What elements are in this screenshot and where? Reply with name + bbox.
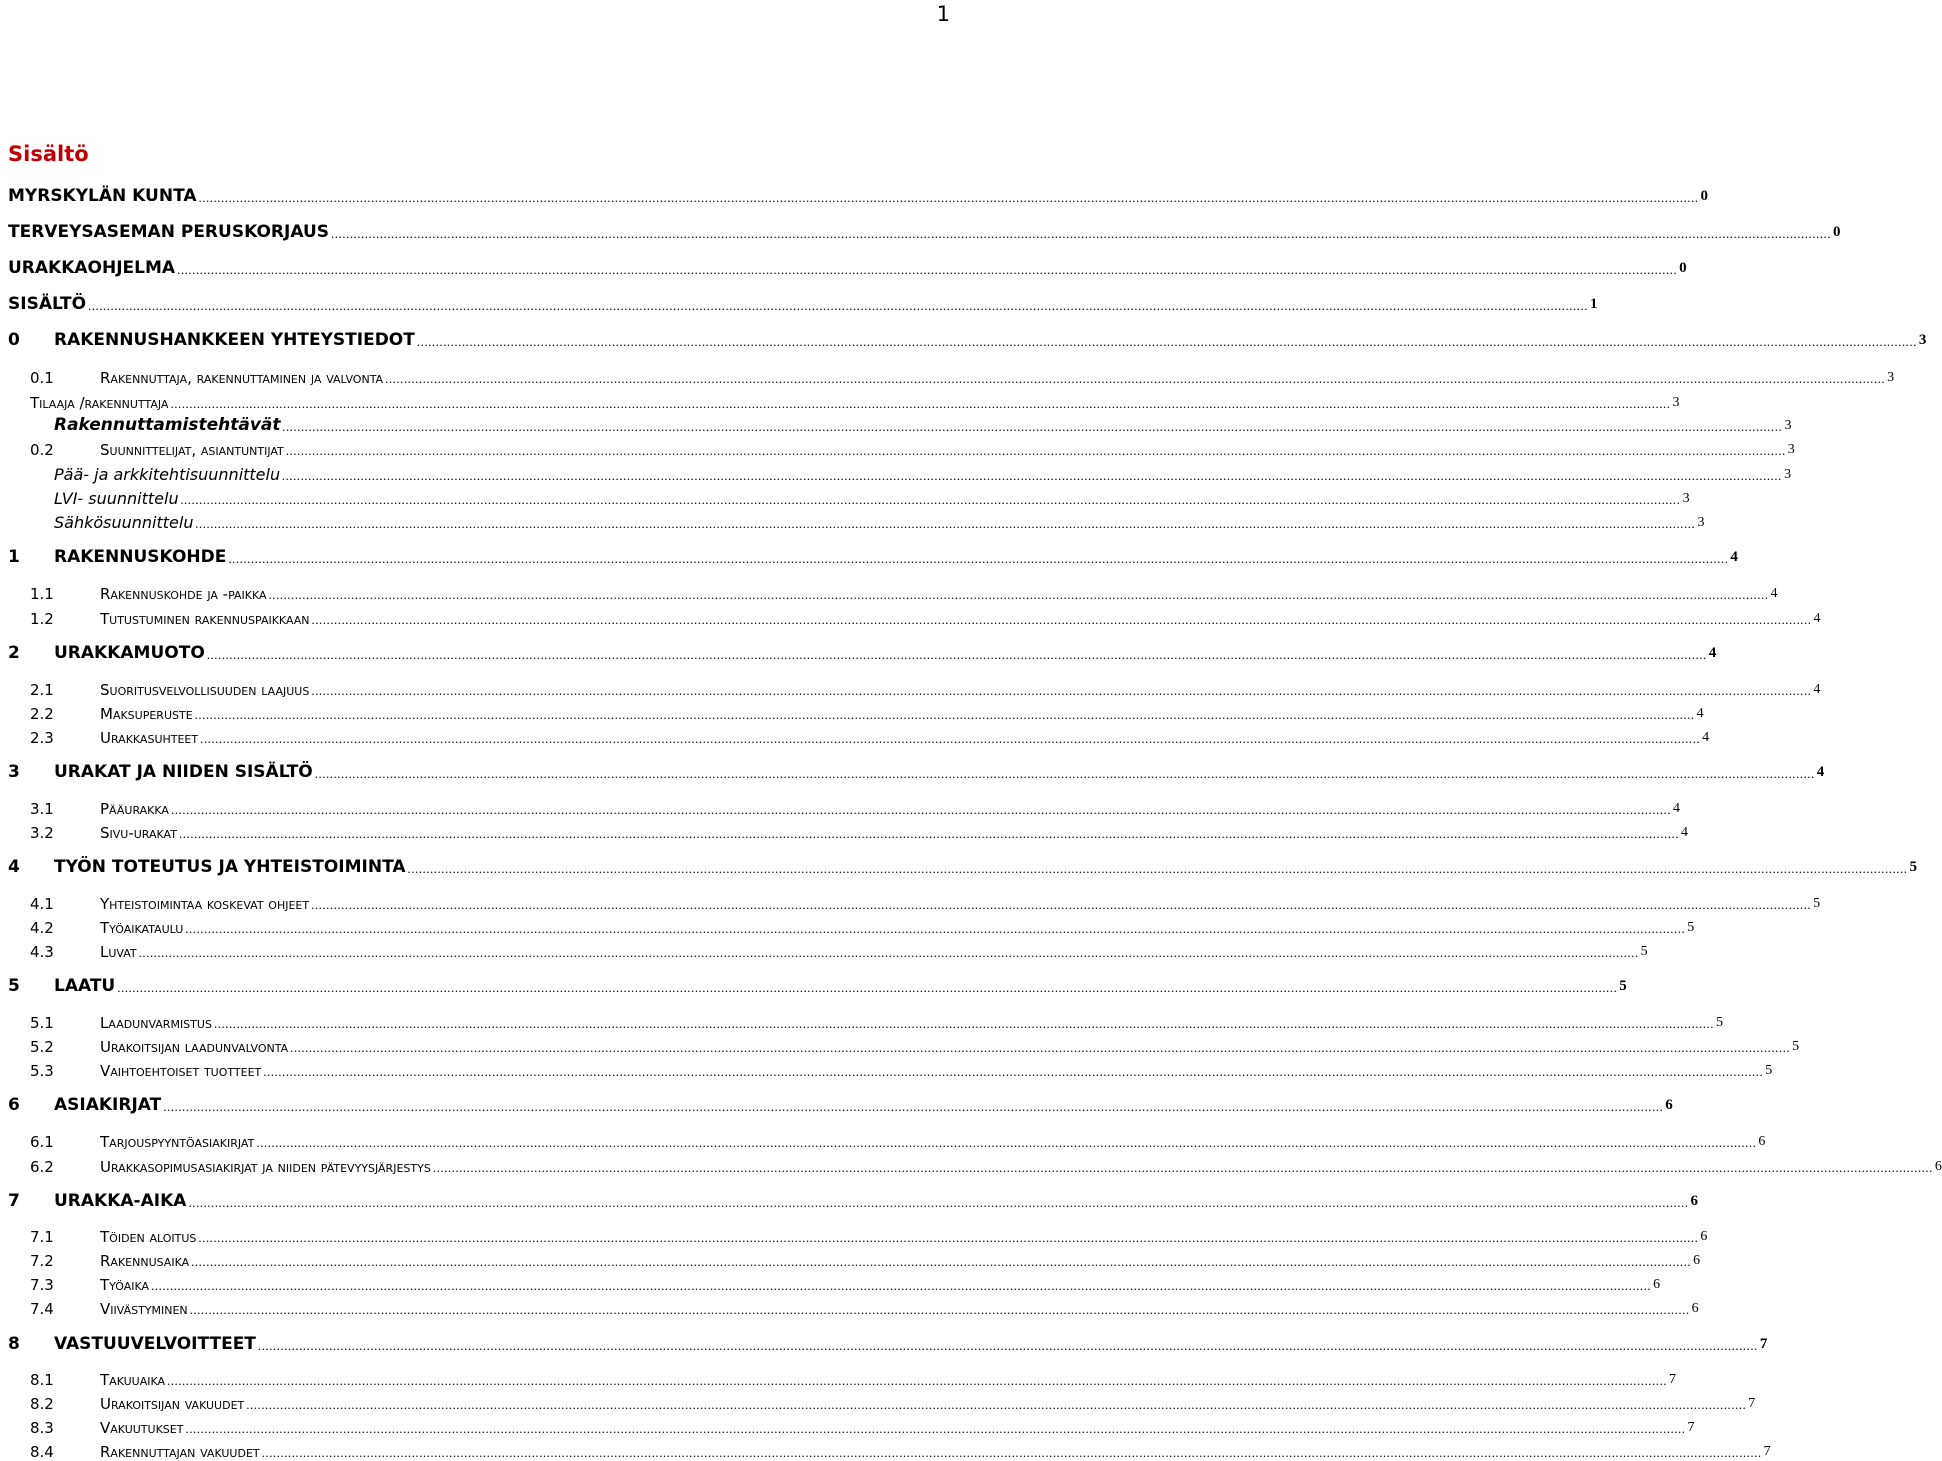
toc-entry-number: 0 (8, 330, 20, 350)
toc-entry-page: 4 (1813, 682, 1821, 697)
toc-entry-number: 7.3 (30, 1276, 54, 1294)
toc-entry-page: 6 (1690, 1193, 1698, 1209)
toc-entry-title: TERVEYSASEMAN PERUSKORJAUS (8, 222, 330, 242)
toc-entry-page: 4 (1708, 645, 1717, 661)
toc-entry-title: Urakkasuhteet (100, 729, 199, 747)
toc-entry[interactable] (8, 673, 1821, 699)
toc-entry[interactable] (8, 1030, 1800, 1056)
toc-dot-leader: ................................................................................................................................................................................................................................................................................................................................................................................................................ (88, 298, 1589, 313)
toc-entry[interactable] (8, 1328, 1768, 1354)
toc-entry-number: 2.1 (30, 681, 54, 699)
toc-entry-number: 6.1 (30, 1133, 54, 1151)
toc-dot-leader: ................................................................................................................................................................................................................................................................................................................................................................................................................ (170, 396, 1671, 411)
toc-entry-title: URAKKAMUOTO (54, 643, 205, 663)
toc-dot-leader: ................................................................................................................................................................................................................................................................................................................................................................................................................ (198, 1230, 1699, 1245)
toc-dot-leader: ................................................................................................................................................................................................................................................................................................................................................................................................................ (189, 1302, 1690, 1317)
toc-dot-leader: ................................................................................................................................................................................................................................................................................................................................................................................................................ (206, 647, 1707, 662)
toc-entry[interactable] (8, 911, 1695, 937)
toc-entry-title: Vaihtoehtoiset tuotteet (100, 1062, 262, 1080)
toc-entry-number: 1.2 (30, 610, 54, 628)
toc-entry-number: 6.2 (30, 1158, 54, 1176)
toc-entry-page: 4 (1702, 730, 1710, 745)
toc-entry-title: Maksuperuste (100, 705, 193, 723)
toc-dot-leader: ................................................................................................................................................................................................................................................................................................................................................................................................................ (282, 468, 1783, 483)
toc-entry-number: 4.2 (30, 919, 54, 937)
toc-dot-leader: ................................................................................................................................................................................................................................................................................................................................................................................................................ (138, 945, 1639, 960)
toc-entry-title: VASTUUVELVOITTEET (54, 1334, 256, 1354)
toc-entry-page: 3 (1787, 442, 1795, 457)
toc-entry-number: 3 (8, 762, 20, 782)
toc-entry[interactable] (8, 1411, 1695, 1437)
toc-entry[interactable] (8, 1244, 1701, 1270)
toc-entry[interactable] (8, 935, 1648, 961)
toc-entry-title: Sivu-urakat (100, 824, 177, 842)
toc-dot-leader: ................................................................................................................................................................................................................................................................................................................................................................................................................ (432, 1160, 1933, 1175)
toc-entry-title: Suoritusvelvollisuuden laajuus (100, 681, 310, 699)
toc-entry-page: 3 (1784, 467, 1792, 482)
toc-entry[interactable] (8, 482, 1690, 508)
toc-entry-title: RAKENNUSKOHDE (54, 547, 227, 567)
toc-entry-page: 5 (1792, 1039, 1800, 1054)
toc-dot-leader: ................................................................................................................................................................................................................................................................................................................................................................................................................ (178, 826, 1679, 841)
toc-entry-page: 4 (1813, 611, 1821, 626)
toc-entry-page: 4 (1680, 825, 1688, 840)
toc-entry-number: 5.3 (30, 1062, 54, 1080)
toc-entry-page: 3 (1682, 491, 1690, 506)
toc-dot-leader: ................................................................................................................................................................................................................................................................................................................................................................................................................ (256, 1135, 1757, 1150)
toc-entry-page: 5 (1715, 1015, 1723, 1030)
toc-entry[interactable] (8, 1089, 1673, 1115)
toc-entry-page: 5 (1813, 896, 1821, 911)
toc-dot-leader: ................................................................................................................................................................................................................................................................................................................................................................................................................ (185, 921, 1686, 936)
toc-entry-page: 3 (1918, 332, 1927, 348)
toc-entry-number: 8.4 (30, 1443, 54, 1461)
toc-entry-page: 6 (1934, 1159, 1942, 1174)
toc-entry-page: 7 (1687, 1420, 1695, 1435)
toc-entry-title: Rakennuttajan vakuudet (100, 1443, 260, 1461)
toc-dot-leader: ................................................................................................................................................................................................................................................................................................................................................................................................................ (261, 1445, 1762, 1460)
toc-dot-leader: ................................................................................................................................................................................................................................................................................................................................................................................................................ (195, 516, 1696, 531)
toc-entry-number: 8.3 (30, 1419, 54, 1437)
toc-entry-page: 5 (1619, 978, 1627, 994)
toc-entry-number: 5.1 (30, 1014, 54, 1032)
toc-entry-title: Työaika (100, 1276, 150, 1294)
toc-entry-number: 8 (8, 1334, 20, 1354)
toc-entry[interactable] (8, 816, 1688, 842)
toc-entry-number: 0.1 (30, 369, 54, 387)
toc-entry-page: 3 (1887, 370, 1895, 385)
toc-entry-number: 7.1 (30, 1228, 54, 1246)
toc-entry-page: 4 (1672, 801, 1680, 816)
toc-entry-title: Tilaaja /rakennuttaja (30, 394, 169, 412)
toc-entry[interactable] (8, 851, 1918, 877)
toc-entry-page: 5 (1640, 944, 1648, 959)
toc-entry-number: 7.4 (30, 1300, 54, 1318)
toc-entry-page: 4 (1770, 586, 1778, 601)
toc-entry-number: 2.2 (30, 705, 54, 723)
toc-entry[interactable] (8, 887, 1821, 913)
toc-entry-number: 1.1 (30, 585, 54, 603)
toc-entry[interactable] (8, 180, 1709, 206)
toc-dot-leader: ................................................................................................................................................................................................................................................................................................................................................................................................................ (285, 443, 1786, 458)
toc-dot-leader: ................................................................................................................................................................................................................................................................................................................................................................................................................ (151, 1278, 1652, 1293)
toc-entry-title: Suunnittelijat, asiantuntijat (100, 441, 284, 459)
toc-entry[interactable] (8, 506, 1705, 532)
toc-entry-number: 1 (8, 547, 20, 567)
toc-entry[interactable] (8, 1006, 1723, 1032)
toc-entry-page: 0 (1833, 224, 1841, 240)
toc-entry[interactable] (8, 1054, 1773, 1080)
toc-dot-leader: ................................................................................................................................................................................................................................................................................................................................................................................................................ (213, 1016, 1714, 1031)
toc-entry-title: Rakennuttaja, rakennuttaminen ja valvonta (100, 369, 384, 387)
toc-entry-title: URAKAT JA NIIDEN SISÄLTÖ (54, 762, 313, 782)
toc-entry[interactable] (8, 792, 1680, 818)
toc-entry-number: 4.3 (30, 943, 54, 961)
toc-entry[interactable] (8, 1125, 1766, 1151)
toc-entry-title: ASIAKIRJAT (54, 1095, 162, 1115)
toc-entry-title: Laadunvarmistus (100, 1014, 212, 1032)
toc-entry[interactable] (8, 1220, 1708, 1246)
toc-entry[interactable] (8, 1268, 1661, 1294)
toc-dot-leader: ................................................................................................................................................................................................................................................................................................................................................................................................................ (163, 1099, 1664, 1114)
toc-entry-page: 1 (1590, 296, 1598, 312)
toc-entry-page: 7 (1763, 1444, 1771, 1459)
toc-entry[interactable] (8, 756, 1825, 782)
toc-entry-page: 4 (1730, 549, 1738, 565)
toc-entry-page: 3 (1697, 515, 1705, 530)
toc-entry[interactable] (8, 252, 1687, 278)
toc-entry[interactable] (8, 409, 1792, 435)
toc-entry-title: Työaikataulu (100, 919, 184, 937)
toc-entry-page: 4 (1816, 764, 1825, 780)
toc-entry-number: 8.1 (30, 1371, 54, 1389)
toc-entry-title: SISÄLTÖ (8, 294, 87, 314)
toc-dot-leader: ................................................................................................................................................................................................................................................................................................................................................................................................................ (311, 897, 1812, 912)
toc-entry-number: 3.2 (30, 824, 54, 842)
toc-entry-number: 4 (8, 857, 20, 877)
toc-entry-title: TYÖN TOTEUTUS JA YHTEISTOIMINTA (54, 857, 406, 877)
toc-entry-page: 6 (1693, 1253, 1701, 1268)
toc-entry[interactable] (8, 637, 1717, 663)
toc-entry-title: Luvat (100, 943, 137, 961)
toc-dot-leader: ................................................................................................................................................................................................................................................................................................................................................................................................................ (117, 980, 1618, 995)
toc-entry[interactable] (8, 541, 1738, 567)
toc-dot-leader: ................................................................................................................................................................................................................................................................................................................................................................................................................ (185, 1421, 1686, 1436)
toc-dot-leader: ................................................................................................................................................................................................................................................................................................................................................................................................................ (257, 1338, 1758, 1353)
toc-dot-leader: ................................................................................................................................................................................................................................................................................................................................................................................................................ (200, 731, 1701, 746)
toc-entry-title: Urakkasopimusasiakirjat ja niiden pätevyysjärjestys (100, 1158, 431, 1176)
toc-entry-page: 7 (1748, 1396, 1756, 1411)
toc-entry-page: 3 (1672, 395, 1680, 410)
toc-dot-leader: ................................................................................................................................................................................................................................................................................................................................................................................................................ (282, 419, 1783, 434)
toc-entry-title: URAKKAOHJELMA (8, 258, 176, 278)
toc-dot-leader: ................................................................................................................................................................................................................................................................................................................................................................................................................ (180, 492, 1681, 507)
toc-dot-leader: ................................................................................................................................................................................................................................................................................................................................................................................................................ (194, 707, 1695, 722)
toc-dot-leader: ................................................................................................................................................................................................................................................................................................................................................................................................................ (170, 802, 1671, 817)
toc-entry-page: 6 (1700, 1229, 1708, 1244)
toc-entry-title: Rakennuttamistehtävät (54, 415, 281, 435)
toc-entry[interactable] (8, 970, 1627, 996)
toc-entry[interactable] (8, 216, 1841, 242)
toc-entry-number: 2.3 (30, 729, 54, 747)
toc-dot-leader: ................................................................................................................................................................................................................................................................................................................................................................................................................ (246, 1397, 1747, 1412)
toc-entry-page: 4 (1696, 706, 1704, 721)
toc-entry-page: 3 (1784, 418, 1792, 433)
toc-dot-leader: ................................................................................................................................................................................................................................................................................................................................................................................................................ (311, 612, 1812, 627)
toc-entry[interactable] (8, 324, 1927, 350)
toc-entry-title: Pääurakka (100, 800, 169, 818)
toc-entry-title: Yhteistoimintaa koskevat ohjeet (100, 895, 310, 913)
toc-entry[interactable] (8, 433, 1795, 459)
toc-entry-title: Rakennusaika (100, 1252, 190, 1270)
toc-entry-number: 2 (8, 643, 20, 663)
toc-entry-page: 0 (1700, 188, 1709, 204)
toc-entry-number: 0.2 (30, 441, 54, 459)
toc-entry-title: Sähkösuunnittelu (54, 513, 194, 532)
toc-entry-title: MYRSKYLÄN KUNTA (8, 186, 197, 206)
toc-dot-leader: ................................................................................................................................................................................................................................................................................................................................................................................................................ (228, 551, 1729, 566)
toc-entry-number: 7 (8, 1191, 20, 1211)
toc-dot-leader: ................................................................................................................................................................................................................................................................................................................................................................................................................ (177, 262, 1678, 277)
toc-entry-page: 5 (1909, 859, 1918, 875)
toc-entry-page: 7 (1759, 1336, 1768, 1352)
toc-entry-page: 0 (1679, 260, 1687, 276)
page-number: 1 (936, 2, 950, 26)
toc-entry-number: 5 (8, 976, 20, 996)
toc-entry-number: 4.1 (30, 895, 54, 913)
toc-entry-title: URAKKA-AIKA (54, 1191, 187, 1211)
toc-heading: Sisältö (8, 142, 89, 166)
toc-dot-leader: ................................................................................................................................................................................................................................................................................................................................................................................................................ (314, 766, 1815, 781)
toc-entry-title: Tarjouspyyntöasiakirjat (100, 1133, 255, 1151)
toc-entry-title: LVI- suunnittelu (54, 489, 179, 508)
toc-entry[interactable] (8, 602, 1821, 628)
toc-entry-title: Töiden aloitus (100, 1228, 197, 1246)
toc-dot-leader: ................................................................................................................................................................................................................................................................................................................................................................................................................ (416, 334, 1917, 349)
toc-entry-title: RAKENNUSHANKKEEN YHTEYSTIEDOT (54, 330, 415, 350)
toc-dot-leader: ................................................................................................................................................................................................................................................................................................................................................................................................................ (191, 1254, 1692, 1269)
toc-entry-title: Urakoitsijan vakuudet (100, 1395, 245, 1413)
toc-entry-number: 6 (8, 1095, 20, 1115)
toc-entry-page: 5 (1765, 1063, 1773, 1078)
toc-entry-title: Viivästyminen (100, 1300, 188, 1318)
toc-entry-page: 7 (1669, 1372, 1677, 1387)
toc-entry-page: 5 (1687, 920, 1695, 935)
toc-dot-leader: ................................................................................................................................................................................................................................................................................................................................................................................................................ (268, 587, 1769, 602)
toc-dot-leader: ................................................................................................................................................................................................................................................................................................................................................................................................................ (167, 1373, 1668, 1388)
toc-dot-leader: ................................................................................................................................................................................................................................................................................................................................................................................................................ (311, 683, 1812, 698)
toc-entry-title: Tutustuminen rakennuspaikkaan (100, 610, 310, 628)
toc-entry-title: LAATU (54, 976, 116, 996)
toc-entry-title: Urakoitsijan laadunvalvonta (100, 1038, 289, 1056)
toc-entry-number: 5.2 (30, 1038, 54, 1056)
toc-entry-title: Vakuutukset (100, 1419, 184, 1437)
toc-entry-page: 6 (1665, 1097, 1673, 1113)
toc-entry[interactable] (8, 288, 1598, 314)
toc-entry-page: 6 (1758, 1134, 1766, 1149)
toc-entry-page: 6 (1691, 1301, 1699, 1316)
toc-entry-number: 8.2 (30, 1395, 54, 1413)
toc-entry[interactable] (8, 1363, 1677, 1389)
toc-entry-title: Pää- ja arkkitehtisuunnittelu (54, 465, 281, 484)
toc-dot-leader: ................................................................................................................................................................................................................................................................................................................................................................................................................ (331, 226, 1832, 241)
toc-dot-leader: ................................................................................................................................................................................................................................................................................................................................................................................................................ (385, 371, 1886, 386)
toc-dot-leader: ................................................................................................................................................................................................................................................................................................................................................................................................................ (290, 1040, 1791, 1055)
toc-entry[interactable] (8, 1150, 1942, 1176)
toc-entry[interactable] (8, 1292, 1699, 1318)
toc-dot-leader: ................................................................................................................................................................................................................................................................................................................................................................................................................ (407, 861, 1908, 876)
toc-entry[interactable] (8, 361, 1895, 387)
toc-entry-number: 3.1 (30, 800, 54, 818)
toc-entry-title: Takuuaika (100, 1371, 166, 1389)
toc-entry-number: 7.2 (30, 1252, 54, 1270)
toc-entry-page: 6 (1653, 1277, 1661, 1292)
toc-entry[interactable] (8, 1387, 1756, 1413)
toc-entry[interactable] (8, 721, 1710, 747)
toc-entry[interactable] (8, 458, 1792, 484)
toc-dot-leader: ................................................................................................................................................................................................................................................................................................................................................................................................................ (198, 190, 1699, 205)
toc-entry[interactable] (8, 577, 1778, 603)
toc-dot-leader: ................................................................................................................................................................................................................................................................................................................................................................................................................ (263, 1064, 1764, 1079)
toc-dot-leader: ................................................................................................................................................................................................................................................................................................................................................................................................................ (188, 1195, 1689, 1210)
toc-entry[interactable] (8, 1435, 1771, 1461)
toc-entry[interactable] (8, 697, 1704, 723)
toc-entry[interactable] (8, 1185, 1698, 1211)
toc-entry-title: Rakennuskohde ja -paikka (100, 585, 267, 603)
